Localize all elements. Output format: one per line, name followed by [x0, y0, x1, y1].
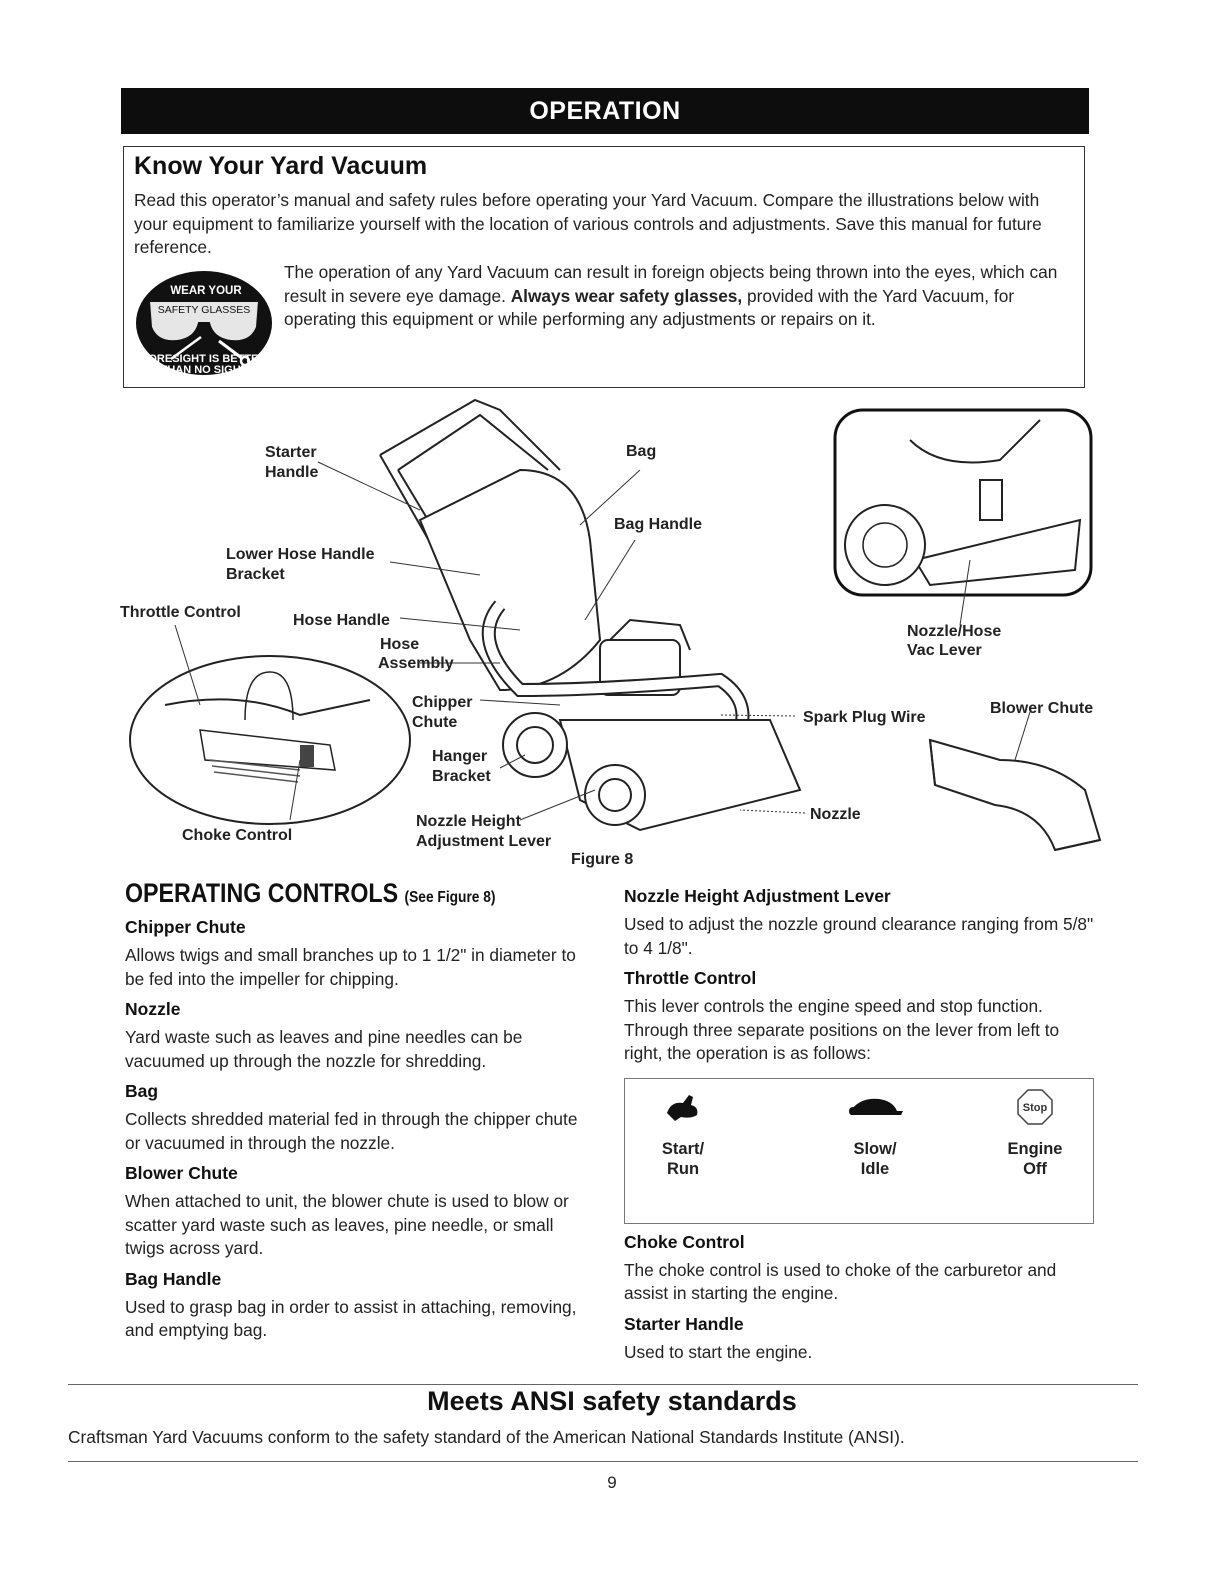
badge-top-text: WEAR YOUR [170, 285, 242, 297]
warning-text [284, 261, 1084, 332]
figure-caption: Figure 8 [571, 851, 634, 868]
label-vac-lever-1: Nozzle/Hose [907, 623, 1002, 640]
left-items-list [125, 917, 595, 1343]
throttle-position-slow [835, 1079, 915, 1179]
control-description: This lever controls the engine speed and stop function. Through three separate positions on the lever from left to right, the operation is as follows: [624, 996, 1060, 1063]
label-hanger-bracket-2: Bracket [432, 768, 491, 785]
stop-icon-text: Stop [1022, 1101, 1048, 1114]
label-bag: Bag [626, 443, 657, 460]
throttle-start-line1: Start/ [661, 1139, 705, 1158]
control-heading: Bag Handle [125, 1268, 222, 1289]
control-description: Collects shredded material fed in through the chipper chute or vacuumed in through the nozzle. [125, 1109, 578, 1153]
label-hose-assembly-1: Hose [380, 636, 420, 653]
control-description: Used to start the engine. [624, 1341, 813, 1362]
control-heading: Choke Control [624, 1231, 745, 1252]
throttle-detail-inset [130, 656, 410, 824]
control-description: Yard waste such as leaves and pine needles can be vacuumed up through the nozzle for shredding. [125, 1027, 523, 1071]
label-starter-handle-2: Handle [265, 464, 319, 481]
badge-bottom-text-2: THAN NO SIGHT [160, 364, 248, 376]
label-hose-assembly-2: Assembly [378, 655, 454, 672]
label-nozzle-height-1: Nozzle Height [416, 813, 521, 830]
control-heading: Nozzle Height Adjustment Lever [624, 886, 891, 906]
control-description: The choke control is used to choke of the carburetor and assist in starting the engine. [624, 1259, 1057, 1303]
control-heading: Blower Chute [125, 1163, 238, 1183]
blower-chute-drawing [930, 740, 1100, 850]
throttle-position-start [643, 1079, 723, 1179]
control-heading: Chipper Chute [125, 917, 246, 937]
throttle-positions-box [624, 1078, 1094, 1224]
throttle-slow-line2: Idle [860, 1159, 890, 1178]
warning-text-start: The operation of any Yard Vacuum can result in foreign objects being thrown into the eyes, which can result in severe eye damage. [284, 262, 1058, 306]
label-bag-handle: Bag Handle [614, 516, 703, 533]
warning-text-bold: Always wear safety glasses, [510, 285, 743, 306]
know-title: Know Your Yard Vacuum [134, 152, 428, 180]
badge-glasses-text: SAFETY GLASSES [157, 304, 251, 316]
top-divider [68, 1384, 1138, 1385]
turtle-icon [835, 1087, 915, 1139]
label-vac-lever-2: Vac Lever [907, 642, 982, 659]
label-hose-handle: Hose Handle [293, 612, 390, 629]
safety-glasses-badge [131, 267, 277, 382]
label-choke-control: Choke Control [182, 827, 293, 844]
throttle-slow-line1: Slow/ [853, 1139, 897, 1158]
know-your-vacuum-box [123, 146, 1085, 388]
warning-text-end: provided with the Yard Vacuum, for operating this equipment or while performing any adjustments or repairs on it. [284, 285, 1015, 329]
stop-icon [995, 1087, 1075, 1139]
label-chipper-chute-1: Chipper [412, 694, 473, 711]
control-heading: Nozzle [125, 999, 181, 1019]
control-heading: Starter Handle [624, 1313, 744, 1334]
label-nozzle: Nozzle [810, 806, 861, 823]
control-description: Used to grasp bag in order to assist in attaching, removing, and emptying bag. [125, 1296, 577, 1340]
right-items-list-a [624, 886, 1096, 1066]
page-number: 9 [607, 1473, 617, 1492]
operating-controls-title [125, 878, 529, 909]
control-heading: Throttle Control [624, 968, 757, 988]
throttle-position-off [995, 1079, 1075, 1179]
rabbit-icon [643, 1087, 723, 1139]
operating-controls-heading: OPERATING CONTROLS [125, 878, 399, 908]
control-description: When attached to unit, the blower chute is used to blow or scatter yard waste such as leaves, pine needle, or small twigs across yard. [125, 1191, 569, 1258]
see-figure-note: (See Figure 8) [404, 889, 496, 906]
label-throttle-control: Throttle Control [120, 604, 241, 621]
label-chipper-chute-2: Chute [412, 714, 458, 731]
label-starter-handle-1: Starter [265, 444, 317, 461]
figure-8-illustration [0, 390, 1224, 875]
nozzle-inset [835, 410, 1091, 595]
ansi-title: Meets ANSI safety standards [427, 1386, 797, 1416]
controls-right-column [624, 878, 1096, 1364]
label-lower-hose-1: Lower Hose Handle [226, 546, 375, 563]
label-blower-chute: Blower Chute [990, 700, 1094, 717]
controls-left-column [125, 878, 595, 1343]
throttle-off-line1: Engine [1007, 1139, 1063, 1158]
vacuum-drawing [380, 400, 800, 830]
throttle-off-line2: Off [1023, 1159, 1047, 1178]
label-lower-hose-2: Bracket [226, 566, 285, 583]
throttle-start-line2: Run [666, 1159, 700, 1178]
control-description: Used to adjust the nozzle ground clearance ranging from 5/8" to 4 1/8". [624, 914, 1094, 958]
control-heading: Bag [125, 1081, 159, 1101]
label-nozzle-height-2: Adjustment Lever [416, 833, 552, 850]
know-intro-text: Read this operator’s manual and safety rules before operating your Yard Vacuum. Compare the illustrations below with your equipment to familiarize yourself with the location of various controls and adjustments. Save this manual for future reference. [134, 190, 1042, 257]
ansi-text: Craftsman Yard Vacuums conform to the safety standard of the American National Standards Institute (ANSI). [68, 1427, 905, 1447]
control-description: Allows twigs and small branches up to 1 1/2" in diameter to be fed into the impeller for chipping. [125, 945, 576, 989]
bottom-divider [68, 1461, 1138, 1462]
right-items-list-b [624, 1232, 1096, 1365]
section-banner: OPERATION [121, 88, 1089, 134]
label-spark-plug-wire: Spark Plug Wire [803, 709, 926, 726]
label-hanger-bracket-1: Hanger [432, 748, 488, 765]
badge-bottom-text-1: FORESIGHT IS BETTER [141, 353, 267, 365]
